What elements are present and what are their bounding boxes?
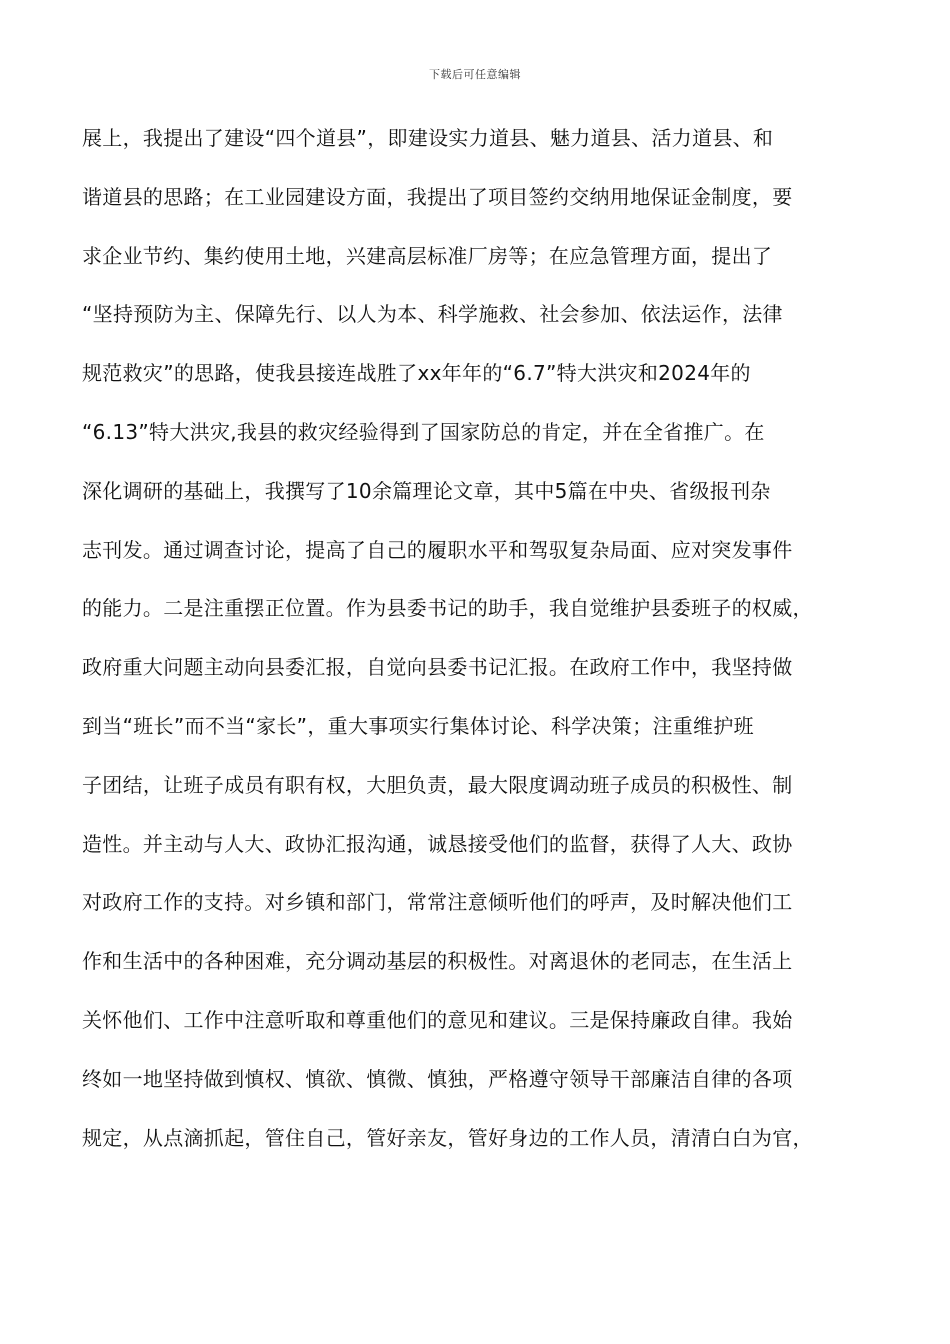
text-line: 规定，从点滴抓起，管住自己，管好亲友，管好身边的工作人员，清清白白为官， [82,1125,813,1150]
text-line: 志刊发。通过调查讨论，提高了自己的履职水平和驾驭复杂局面、应对突发事件 [82,537,793,562]
document-body [82,118,882,1176]
text-line: 谐道县的思路；在工业园建设方面，我提出了项目签约交纳用地保证金制度，要 [82,184,793,209]
text-line: 求企业节约、集约使用土地，兴建高层标准厂房等；在应急管理方面，提出了 [82,243,773,268]
text-line: “6.13”特大洪灾,我县的救灾经验得到了国家防总的肯定，并在全省推广。在 [82,419,765,444]
text-line: 展上，我提出了建设“四个道县”，即建设实力道县、魅力道县、活力道县、和 [82,126,774,150]
text-line: 对政府工作的支持。对乡镇和部门，常常注意倾听他们的呼声，及时解决他们工 [82,890,793,915]
text-line: 终如一地坚持做到慎权、慎欲、慎微、慎独，严格遵守领导干部廉洁自律的各项 [82,1066,793,1091]
text-line: 的能力。二是注重摆正位置。作为县委书记的助手，我自觉维护县委班子的权威， [82,596,813,621]
text-line: 规范救灾”的思路，使我县接连战胜了xx年年的“6.7”特大洪灾和2024年的 [82,361,751,386]
text-line: 深化调研的基础上，我撰写了10余篇理论文章，其中5篇在中央、省级报刊杂 [82,478,771,503]
text-line: 关怀他们、工作中注意听取和尊重他们的意见和建议。三是保持廉政自律。我始 [82,1007,793,1032]
text-line: 造性。并主动与人大、政协汇报沟通，诚恳接受他们的监督，获得了人大、政协 [82,831,793,856]
text-line: 子团结，让班子成员有职有权，大胆负责，最大限度调动班子成员的积极性、制 [82,772,793,797]
text-line: “坚持预防为主、保障先行、以人为本、科学施救、社会参加、依法运作，法律 [82,302,783,327]
text-line: 政府重大问题主动向县委汇报，自觉向县委书记汇报。在政府工作中，我坚持做 [82,655,793,680]
text-line: 到当“班长”而不当“家长”，重大事项实行集体讨论、科学决策；注重维护班 [82,713,754,738]
text-line: 作和生活中的各种困难，充分调动基层的积极性。对离退休的老同志，在生活上 [82,949,793,974]
download-note: 下载后可任意编辑 [429,68,521,81]
